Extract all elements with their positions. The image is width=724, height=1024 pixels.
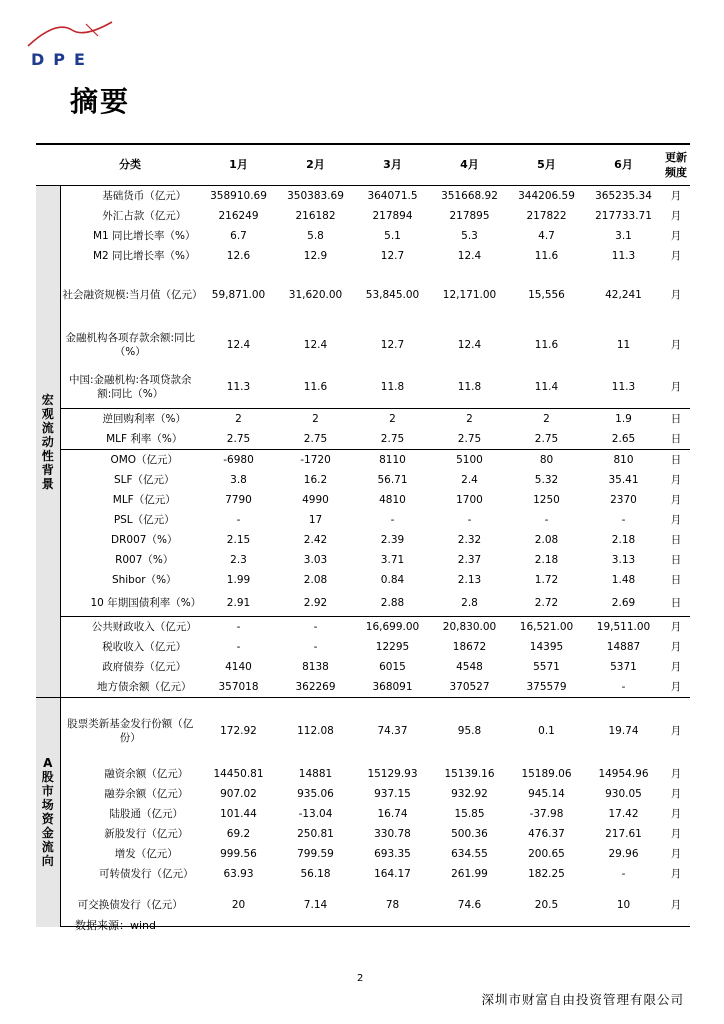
cell-frequency: 日 bbox=[662, 450, 690, 471]
cell-month-4: 217895 bbox=[449, 210, 490, 222]
cell-month-5: 217822 bbox=[526, 210, 567, 222]
cell-month-2: 4990 bbox=[302, 494, 329, 506]
cell-month-5: 15,556 bbox=[528, 289, 565, 301]
cell-month-5: 945.14 bbox=[528, 788, 565, 800]
cell-month-2: 2 bbox=[277, 409, 354, 430]
cell-month-2: 112.08 bbox=[277, 698, 354, 765]
cell-frequency: 月 bbox=[670, 190, 682, 202]
cell-frequency: 月 bbox=[670, 768, 682, 780]
cell-month-6: - bbox=[621, 681, 626, 693]
cell-month-2: 16.2 bbox=[303, 474, 328, 486]
table-row bbox=[36, 824, 690, 844]
cell-month-6: 19.74 bbox=[585, 698, 662, 765]
cell-month-6: 2.18 bbox=[611, 534, 636, 546]
cell-month-5: 20.5 bbox=[508, 884, 585, 927]
cell-month-1: 1.99 bbox=[226, 574, 251, 586]
cell-month-1: - bbox=[200, 617, 277, 638]
cell-month-3: 0.84 bbox=[380, 574, 405, 586]
cell-month-1: 2 bbox=[200, 409, 277, 430]
cell-month-4: 634.55 bbox=[451, 848, 488, 860]
cell-month-1: 172.92 bbox=[200, 698, 277, 765]
row-label: 10 年期国债利率（%） bbox=[90, 597, 202, 609]
cell-frequency: 月 bbox=[670, 210, 682, 222]
cell-month-6: 14954.96 bbox=[598, 768, 649, 780]
cell-month-5: 2.75 bbox=[534, 433, 559, 445]
cell-month-1: 907.02 bbox=[220, 788, 257, 800]
cell-frequency: 月 bbox=[670, 788, 682, 800]
header-month-1: 1月 bbox=[200, 144, 277, 186]
cell-frequency: 月 bbox=[670, 641, 682, 653]
row-label: 股票类新基金发行份额（亿份） bbox=[60, 698, 200, 765]
cell-frequency: 月 bbox=[670, 339, 682, 351]
cell-month-4: 5100 bbox=[431, 450, 508, 471]
cell-month-2: 799.59 bbox=[297, 848, 334, 860]
cell-month-4: 2.13 bbox=[457, 574, 482, 586]
header-month-5: 5月 bbox=[508, 144, 585, 186]
header-month-6: 6月 bbox=[585, 144, 662, 186]
cell-month-5: 182.25 bbox=[528, 868, 565, 880]
table-row bbox=[36, 657, 690, 677]
cell-month-2: - bbox=[277, 617, 354, 638]
cell-month-4: 2.32 bbox=[457, 534, 482, 546]
cell-month-4: 12,171.00 bbox=[442, 289, 497, 301]
cell-month-3: 937.15 bbox=[374, 788, 411, 800]
cell-frequency: 月 bbox=[662, 884, 690, 927]
cell-month-1: 6.7 bbox=[230, 230, 247, 242]
row-label: 基础货币（亿元） bbox=[102, 190, 187, 202]
cell-month-6: 810 bbox=[585, 450, 662, 471]
cell-month-5: 200.65 bbox=[528, 848, 565, 860]
cell-month-2: 7.14 bbox=[277, 884, 354, 927]
row-label: DR007（%） bbox=[111, 534, 178, 546]
source-note: 数据来源：wind bbox=[75, 919, 157, 932]
row-label: SLF（亿元） bbox=[113, 474, 175, 486]
cell-month-3: 693.35 bbox=[374, 848, 411, 860]
section-label: A 股 市 场 资 金 流 向 bbox=[36, 698, 60, 927]
cell-month-1: 3.8 bbox=[230, 474, 247, 486]
cell-month-4: 4548 bbox=[456, 661, 483, 673]
cell-month-1: - bbox=[236, 514, 241, 526]
cell-month-5: 15189.06 bbox=[521, 768, 572, 780]
cell-month-5: 0.1 bbox=[508, 698, 585, 765]
cell-month-4: 370527 bbox=[449, 681, 490, 693]
cell-month-1: 7790 bbox=[225, 494, 252, 506]
cell-month-5: 14395 bbox=[529, 641, 564, 653]
cell-month-5: - bbox=[544, 514, 549, 526]
table-row bbox=[36, 510, 690, 530]
row-label: 公共财政收入（亿元） bbox=[60, 617, 200, 638]
cell-month-6: 42,241 bbox=[605, 289, 642, 301]
table-row bbox=[36, 470, 690, 490]
cell-month-1: 12.4 bbox=[226, 339, 251, 351]
header-month-3: 3月 bbox=[354, 144, 431, 186]
cell-month-3: 6015 bbox=[379, 661, 406, 673]
cell-frequency: 月 bbox=[662, 698, 690, 765]
cell-month-1: -6980 bbox=[200, 450, 277, 471]
row-label: 新股发行（亿元） bbox=[104, 828, 189, 840]
cell-month-1: 357018 bbox=[218, 681, 259, 693]
cell-month-5: 4.7 bbox=[538, 230, 555, 242]
cell-month-3: 12295 bbox=[375, 641, 410, 653]
cell-frequency: 月 bbox=[670, 381, 682, 393]
cell-month-4: 2 bbox=[431, 409, 508, 430]
table-row bbox=[36, 366, 690, 409]
cell-month-6: - bbox=[621, 868, 626, 880]
cell-frequency: 月 bbox=[670, 661, 682, 673]
cell-month-3: 16,699.00 bbox=[354, 617, 431, 638]
cell-month-5: 2.08 bbox=[534, 534, 559, 546]
table-row bbox=[36, 429, 690, 450]
cell-month-4: 2.75 bbox=[457, 433, 482, 445]
cell-frequency: 日 bbox=[670, 597, 682, 609]
cell-frequency: 月 bbox=[670, 250, 682, 262]
cell-frequency: 日 bbox=[662, 409, 690, 430]
cell-month-1: 69.2 bbox=[226, 828, 251, 840]
cell-month-5: 375579 bbox=[526, 681, 567, 693]
header-month-4: 4月 bbox=[431, 144, 508, 186]
cell-month-6: 11.3 bbox=[611, 250, 636, 262]
cell-month-4: 2.4 bbox=[461, 474, 478, 486]
cell-month-6: 217.61 bbox=[605, 828, 642, 840]
cell-frequency: 日 bbox=[670, 574, 682, 586]
table-row bbox=[36, 450, 690, 471]
cell-month-4: 1700 bbox=[456, 494, 483, 506]
table-row bbox=[36, 864, 690, 884]
section-label: 宏 观 流 动 性 背 景 bbox=[36, 186, 60, 698]
cell-month-4: 74.6 bbox=[431, 884, 508, 927]
row-label: PSL（亿元） bbox=[113, 514, 175, 526]
cell-frequency: 月 bbox=[662, 617, 690, 638]
cell-frequency: 月 bbox=[670, 808, 682, 820]
cell-month-5: -37.98 bbox=[529, 808, 564, 820]
cell-month-6: 2.65 bbox=[611, 433, 636, 445]
cell-month-4: 932.92 bbox=[451, 788, 488, 800]
table-row bbox=[36, 206, 690, 226]
cell-month-5: 16,521.00 bbox=[508, 617, 585, 638]
cell-month-3: 15129.93 bbox=[367, 768, 418, 780]
cell-frequency: 月 bbox=[670, 848, 682, 860]
cell-month-3: 12.7 bbox=[380, 339, 405, 351]
cell-month-2: 17 bbox=[308, 514, 323, 526]
cell-month-3: 11.8 bbox=[380, 381, 405, 393]
table-row bbox=[36, 550, 690, 570]
cell-month-1: 63.93 bbox=[223, 868, 254, 880]
table-row bbox=[36, 226, 690, 246]
company-name: 深圳市财富自由投资管理有限公司 bbox=[481, 992, 684, 1007]
cell-month-2: 3.03 bbox=[303, 554, 328, 566]
cell-month-6: 19,511.00 bbox=[585, 617, 662, 638]
cell-month-2: 350383.69 bbox=[287, 190, 344, 202]
page-title: 摘要 bbox=[70, 85, 131, 118]
cell-frequency: 月 bbox=[670, 494, 682, 506]
cell-month-3: 8110 bbox=[354, 450, 431, 471]
row-label: 金融机构各项存款余额:同比（%） bbox=[65, 332, 196, 358]
cell-month-3: 2.88 bbox=[380, 597, 405, 609]
cell-frequency: 月 bbox=[670, 828, 682, 840]
cell-frequency: 月 bbox=[670, 230, 682, 242]
cell-month-4: 15.85 bbox=[454, 808, 485, 820]
cell-frequency: 月 bbox=[670, 289, 682, 301]
header-frequency: 更新频度 bbox=[662, 144, 690, 186]
cell-month-3: 2 bbox=[354, 409, 431, 430]
cell-month-4: 351668.92 bbox=[441, 190, 498, 202]
logo-text: DPE bbox=[31, 50, 94, 69]
row-label: 外汇占款（亿元） bbox=[102, 210, 187, 222]
cell-month-6: 2.69 bbox=[611, 597, 636, 609]
cell-month-4: 20,830.00 bbox=[431, 617, 508, 638]
cell-frequency: 日 bbox=[670, 433, 682, 445]
row-label: 中国:金融机构:各项贷款余额:同比（%） bbox=[68, 374, 192, 400]
cell-month-4: 11.8 bbox=[457, 381, 482, 393]
cell-month-3: 56.71 bbox=[377, 474, 408, 486]
cell-month-2: 5.8 bbox=[307, 230, 324, 242]
row-label: 税收收入（亿元） bbox=[102, 641, 187, 653]
row-label: 可转债发行（亿元） bbox=[99, 868, 194, 880]
cell-month-1: 20 bbox=[200, 884, 277, 927]
cell-month-3: 364071.5 bbox=[367, 190, 418, 202]
cell-month-3: 330.78 bbox=[374, 828, 411, 840]
cell-frequency: 月 bbox=[670, 868, 682, 880]
cell-month-2: 216182 bbox=[295, 210, 336, 222]
cell-month-2: 8138 bbox=[302, 661, 329, 673]
cell-month-2: 2.42 bbox=[303, 534, 328, 546]
cell-month-3: - bbox=[390, 514, 395, 526]
cell-month-3: 2.39 bbox=[380, 534, 405, 546]
cell-month-3: 2.75 bbox=[380, 433, 405, 445]
row-label: 政府债券（亿元） bbox=[102, 661, 187, 673]
cell-month-1: 59,871.00 bbox=[211, 289, 266, 301]
cell-frequency: 日 bbox=[670, 554, 682, 566]
table-header-row bbox=[36, 144, 690, 186]
cell-month-6: 11.3 bbox=[611, 381, 636, 393]
cell-month-1: 101.44 bbox=[220, 808, 257, 820]
cell-month-4: 261.99 bbox=[451, 868, 488, 880]
row-label: 增发（亿元） bbox=[114, 848, 178, 860]
cell-month-5: 2.72 bbox=[534, 597, 559, 609]
cell-month-6: - bbox=[621, 514, 626, 526]
row-label: 可交换债发行（亿元） bbox=[60, 884, 200, 927]
table-row bbox=[36, 590, 690, 617]
cell-month-6: 3.1 bbox=[615, 230, 632, 242]
cell-month-1: 2.75 bbox=[226, 433, 251, 445]
cell-month-3: 78 bbox=[354, 884, 431, 927]
cell-month-1: 14450.81 bbox=[213, 768, 264, 780]
cell-month-3: 12.7 bbox=[380, 250, 405, 262]
cell-month-2: 31,620.00 bbox=[288, 289, 343, 301]
table-row bbox=[36, 764, 690, 784]
header-month-2: 2月 bbox=[277, 144, 354, 186]
cell-month-6: 217733.71 bbox=[595, 210, 652, 222]
table-row bbox=[36, 490, 690, 510]
cell-month-2: 2.08 bbox=[303, 574, 328, 586]
row-label: MLF（亿元） bbox=[112, 494, 176, 506]
cell-month-5: 11.6 bbox=[534, 339, 559, 351]
cell-month-6: 365235.34 bbox=[595, 190, 652, 202]
cell-month-2: -1720 bbox=[277, 450, 354, 471]
page-number: 2 bbox=[357, 973, 364, 984]
cell-month-2: 56.18 bbox=[300, 868, 331, 880]
cell-month-5: 80 bbox=[508, 450, 585, 471]
header-category: 分类 bbox=[60, 144, 200, 186]
row-label: Shibor（%） bbox=[111, 574, 177, 586]
cell-month-5: 1.72 bbox=[534, 574, 559, 586]
table-row bbox=[36, 844, 690, 864]
cell-month-1: - bbox=[236, 641, 241, 653]
cell-month-1: 11.3 bbox=[226, 381, 251, 393]
cell-month-1: 2.91 bbox=[226, 597, 251, 609]
cell-month-5: 344206.59 bbox=[518, 190, 575, 202]
row-label: M1 同比增长率（%） bbox=[92, 230, 196, 242]
cell-month-3: 74.37 bbox=[354, 698, 431, 765]
row-label: 融券余额（亿元） bbox=[104, 788, 189, 800]
cell-month-6: 11 bbox=[616, 339, 631, 351]
cell-month-3: 53,845.00 bbox=[365, 289, 420, 301]
cell-month-2: 935.06 bbox=[297, 788, 334, 800]
table-row bbox=[36, 186, 690, 207]
cell-month-5: 2.18 bbox=[534, 554, 559, 566]
cell-month-5: 5571 bbox=[533, 661, 560, 673]
row-label: M2 同比增长率（%） bbox=[92, 250, 196, 262]
cell-month-3: 368091 bbox=[372, 681, 413, 693]
cell-month-4: 2.8 bbox=[461, 597, 478, 609]
cell-month-3: 164.17 bbox=[374, 868, 411, 880]
row-label: 逆回购利率（%） bbox=[60, 409, 200, 430]
cell-month-2: 14881 bbox=[298, 768, 333, 780]
cell-frequency: 月 bbox=[670, 474, 682, 486]
table-row bbox=[36, 784, 690, 804]
cell-month-5: 2 bbox=[508, 409, 585, 430]
cell-month-2: 2.75 bbox=[303, 433, 328, 445]
cell-month-5: 476.37 bbox=[528, 828, 565, 840]
cell-month-6: 3.13 bbox=[611, 554, 636, 566]
cell-month-5: 5.32 bbox=[534, 474, 559, 486]
cell-month-2: 2.92 bbox=[303, 597, 328, 609]
cell-month-6: 29.96 bbox=[608, 848, 639, 860]
summary-table bbox=[36, 143, 690, 927]
cell-month-2: 12.4 bbox=[303, 339, 328, 351]
cell-month-4: 95.8 bbox=[431, 698, 508, 765]
table-row bbox=[36, 266, 690, 324]
cell-month-4: 5.3 bbox=[461, 230, 478, 242]
table-row bbox=[36, 804, 690, 824]
cell-month-3: 4810 bbox=[379, 494, 406, 506]
cell-month-5: 11.6 bbox=[534, 250, 559, 262]
cell-month-1: 4140 bbox=[225, 661, 252, 673]
row-label: OMO（亿元） bbox=[60, 450, 200, 471]
table-row bbox=[36, 530, 690, 550]
cell-month-4: 12.4 bbox=[457, 339, 482, 351]
table-row bbox=[36, 570, 690, 590]
cell-month-3: 16.74 bbox=[377, 808, 408, 820]
cell-month-6: 35.41 bbox=[608, 474, 639, 486]
cell-month-2: -13.04 bbox=[298, 808, 333, 820]
cell-month-6: 17.42 bbox=[608, 808, 639, 820]
row-label: MLF 利率（%） bbox=[106, 433, 183, 445]
cell-month-1: 2.15 bbox=[226, 534, 251, 546]
cell-month-6: 5371 bbox=[610, 661, 637, 673]
cell-month-6: 10 bbox=[585, 884, 662, 927]
cell-month-2: 11.6 bbox=[303, 381, 328, 393]
row-label: 社会融资规模:当月值（亿元） bbox=[62, 289, 203, 301]
cell-month-6: 1.9 bbox=[585, 409, 662, 430]
cell-month-6: 14887 bbox=[606, 641, 641, 653]
cell-month-3: 217894 bbox=[372, 210, 413, 222]
cell-month-2: 362269 bbox=[295, 681, 336, 693]
cell-month-1: 2.3 bbox=[230, 554, 247, 566]
cell-month-1: 12.6 bbox=[226, 250, 251, 262]
cell-month-1: 358910.69 bbox=[210, 190, 267, 202]
table-row bbox=[36, 246, 690, 266]
cell-month-4: 15139.16 bbox=[444, 768, 495, 780]
cell-month-2: 12.9 bbox=[303, 250, 328, 262]
cell-month-2: 250.81 bbox=[297, 828, 334, 840]
table-row bbox=[36, 324, 690, 366]
cell-frequency: 月 bbox=[670, 681, 682, 693]
cell-month-4: 18672 bbox=[452, 641, 487, 653]
cell-month-1: 999.56 bbox=[220, 848, 257, 860]
cell-month-6: 930.05 bbox=[605, 788, 642, 800]
cell-month-6: 1.48 bbox=[611, 574, 636, 586]
row-label: R007（%） bbox=[115, 554, 174, 566]
table-row bbox=[36, 617, 690, 638]
row-label: 地方债余额（亿元） bbox=[97, 681, 192, 693]
cell-frequency: 月 bbox=[670, 514, 682, 526]
cell-month-5: 1250 bbox=[533, 494, 560, 506]
table-row bbox=[36, 677, 690, 698]
cell-month-1: 216249 bbox=[218, 210, 259, 222]
table-body bbox=[36, 186, 690, 927]
row-label: 陆股通（亿元） bbox=[109, 808, 183, 820]
cell-month-5: 11.4 bbox=[534, 381, 559, 393]
cell-month-6: 2370 bbox=[610, 494, 637, 506]
cell-month-4: 500.36 bbox=[451, 828, 488, 840]
cell-month-2: - bbox=[313, 641, 318, 653]
table-row bbox=[36, 698, 690, 765]
table-row bbox=[36, 637, 690, 657]
table-row bbox=[36, 409, 690, 430]
cell-month-4: 12.4 bbox=[457, 250, 482, 262]
header-blank bbox=[36, 144, 60, 186]
cell-month-3: 3.71 bbox=[380, 554, 405, 566]
row-label: 融资余额（亿元） bbox=[104, 768, 189, 780]
cell-frequency: 日 bbox=[670, 534, 682, 546]
cell-month-3: 5.1 bbox=[384, 230, 401, 242]
cell-month-4: - bbox=[467, 514, 472, 526]
cell-month-4: 2.37 bbox=[457, 554, 482, 566]
